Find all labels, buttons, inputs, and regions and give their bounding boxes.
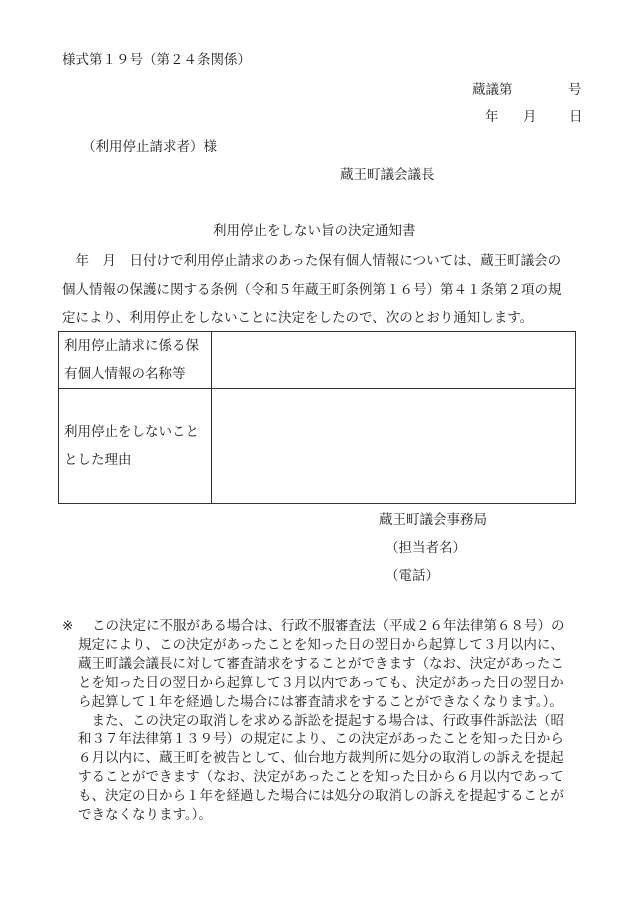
label-line: とした理由 xyxy=(64,452,132,468)
document-number-prefix: 蔵議第 xyxy=(472,82,513,98)
document-number xyxy=(472,82,582,98)
date-year: 年 xyxy=(485,109,499,125)
table-label-reason xyxy=(59,389,212,504)
addressee: （利用停止請求者）様 xyxy=(82,139,217,155)
table-row xyxy=(59,389,576,504)
form-number: 様式第１９号（第２４条関係） xyxy=(62,52,251,68)
note-line: この決定に不服がある場合は、行政不服審査法（平成２６年法律第６８号）の xyxy=(92,618,565,634)
label-line: 有個人情報の名称等 xyxy=(64,366,186,382)
note-line: ら起算して１年を経過した場合には審査請求をすることができなくなります。）。 xyxy=(78,693,563,710)
table-row xyxy=(59,332,576,389)
note-line: 和３７年法律第１３９号）の規定により、この決定があったことを知った日から xyxy=(78,731,564,748)
body-line: 年 月 日付けで利用停止請求のあった保有個人情報については、蔵王町議会の xyxy=(62,253,562,269)
appeal-note xyxy=(62,617,584,825)
staff-name: （担当者名） xyxy=(385,540,466,556)
body-line: 定により、利用停止をしないことに決定をしたので、次のとおり通知します。 xyxy=(62,310,534,326)
note-lines xyxy=(78,617,584,825)
phone-number: （電話） xyxy=(385,568,439,584)
body-text xyxy=(62,247,582,333)
note-line: も、決定の日から１年を経過した場合には処分の取消しの訴えを提起することが xyxy=(78,788,564,805)
document-title: 利用停止をしない旨の決定通知書 xyxy=(213,223,416,239)
table-value-data-name xyxy=(212,332,576,389)
note-line: できなくなります。）。 xyxy=(78,807,212,824)
office-name: 蔵王町議会事務局 xyxy=(379,512,487,528)
sender: 蔵王町議会議長 xyxy=(340,167,435,183)
note-line: 規定により、この決定があったことを知った日の翌日から起算して３月以内に、 xyxy=(78,636,564,653)
info-table xyxy=(58,331,576,504)
note-line: とを知った日の翌日から起算して３月以内であっても、決定があった日の翌日か xyxy=(78,674,564,691)
document-number-suffix: 号 xyxy=(568,82,582,98)
note-mark: ※ xyxy=(62,618,74,634)
issue-date xyxy=(485,111,583,125)
body-line: 個人情報の保護に関する条例（令和５年蔵王町条例第１６号）第４１条第２項の規 xyxy=(62,281,562,298)
note-line: することができます（なお、決定があったことを知った日から６月以内であって xyxy=(78,769,564,786)
table-value-reason xyxy=(212,389,576,504)
date-day: 日 xyxy=(569,109,583,125)
date-month: 月 xyxy=(523,109,537,125)
note-line: ６月以内に、蔵王町を被告として、仙台地方裁判所に処分の取消しの訴えを提起 xyxy=(78,750,564,767)
table-label-data-name xyxy=(59,332,212,389)
note-line: また、この決定の取消しを求める訴訟を提起する場合は、行政事件訴訟法（昭 xyxy=(78,712,564,729)
label-line: 利用停止請求に係る保 xyxy=(64,338,199,354)
note-line: 蔵王町議会議長に対して審査請求をすることができます（なお、決定があったこ xyxy=(78,655,564,672)
label-line: 利用停止をしないこと xyxy=(64,424,199,440)
